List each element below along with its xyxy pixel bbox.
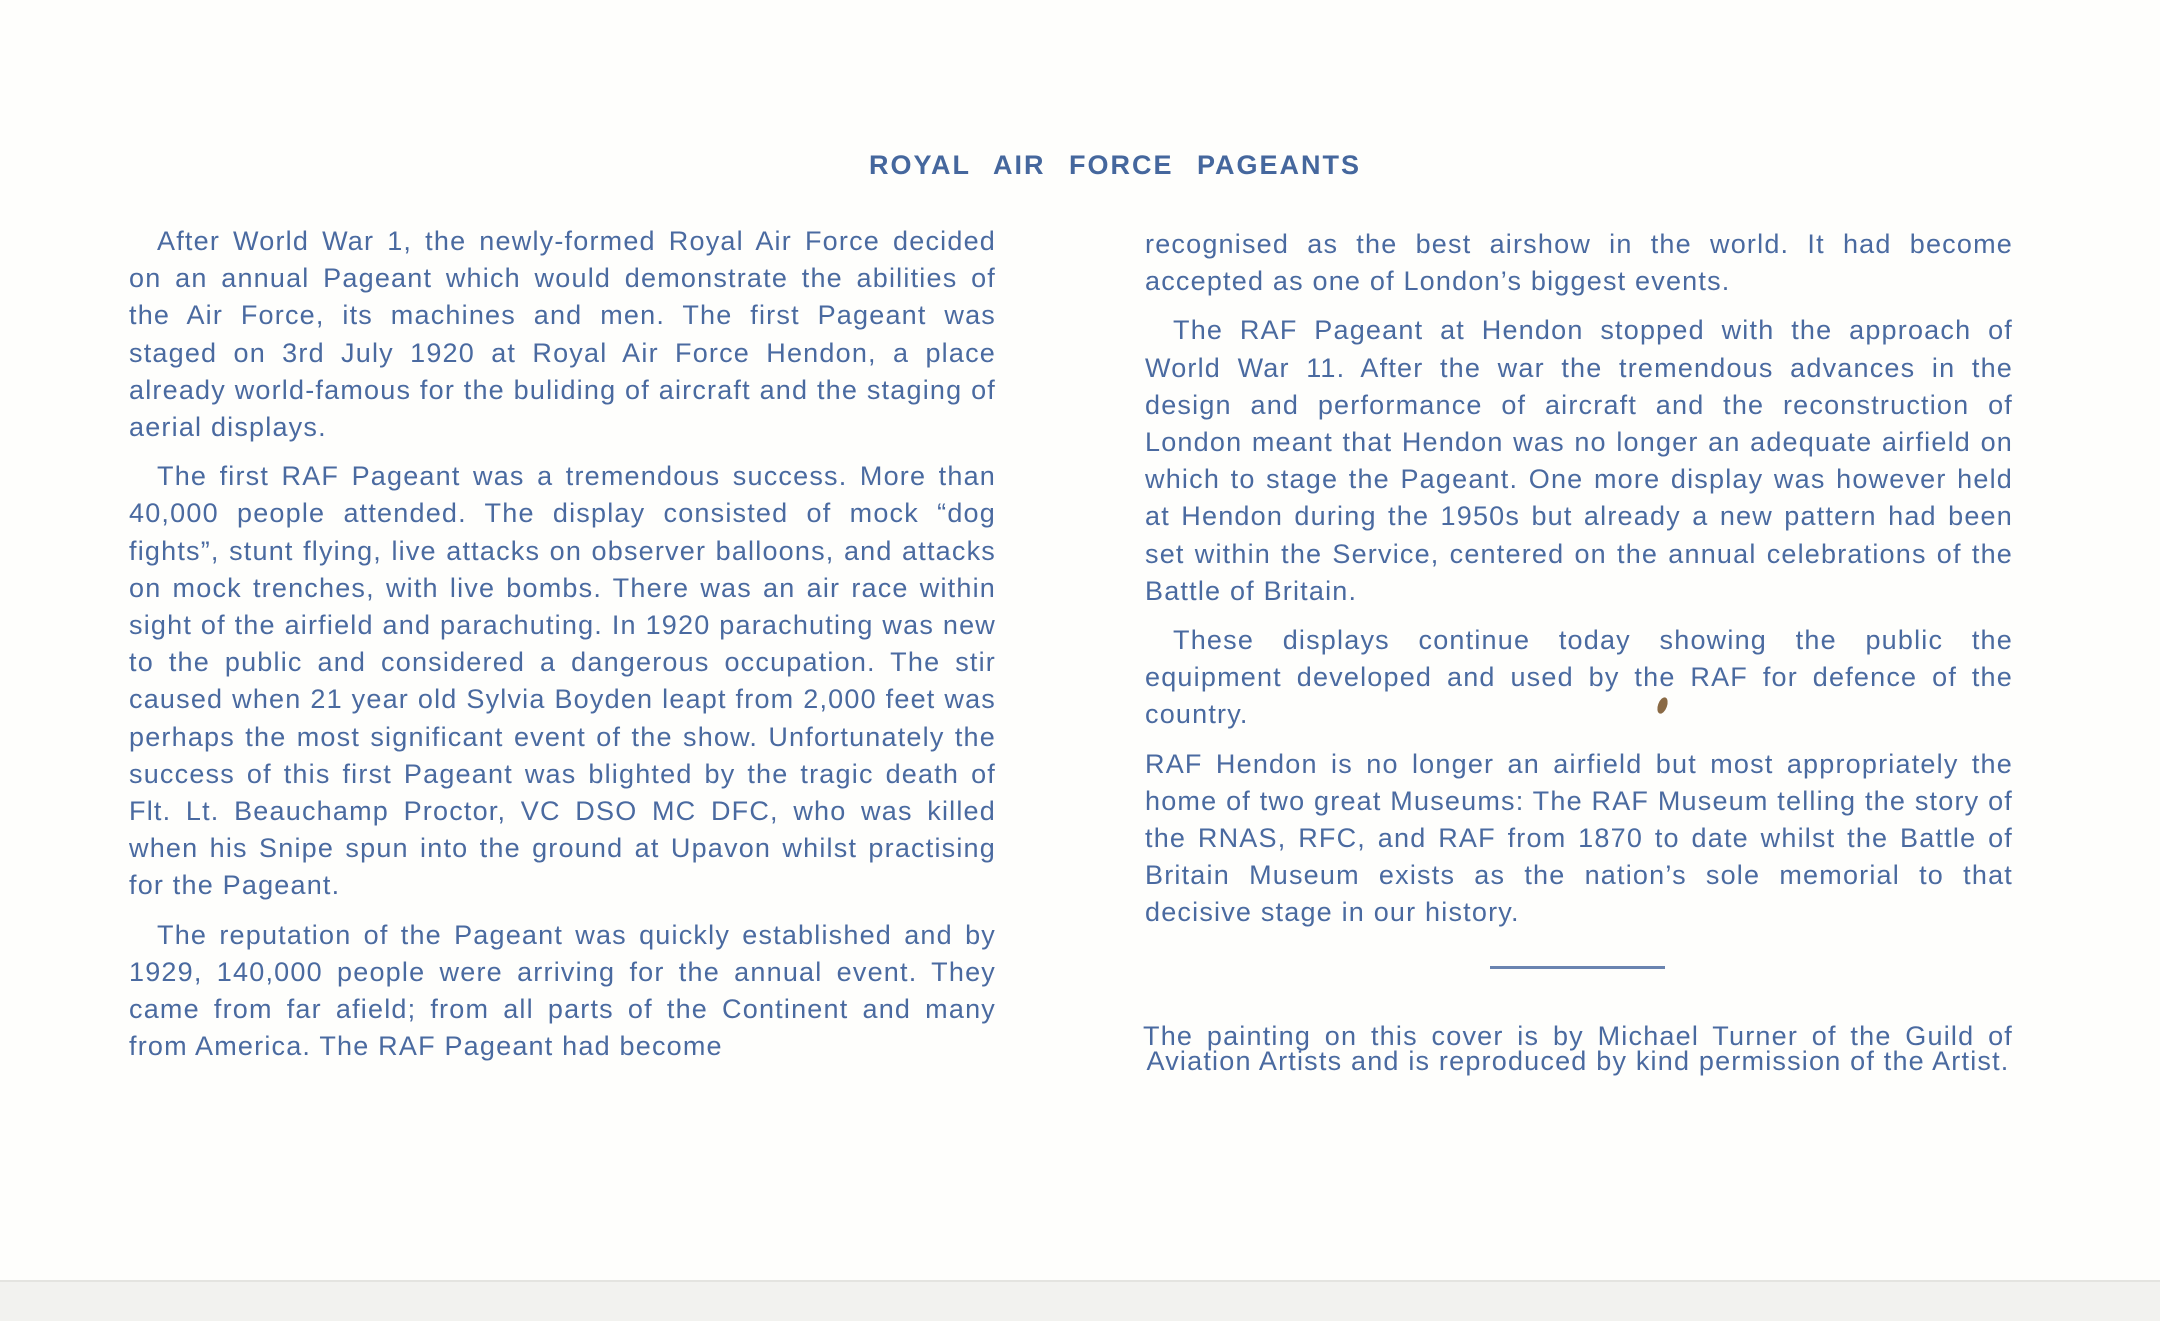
right-paragraph-1: recognised as the best airshow in the world. It had become accepted as one of London’s biggest events.: [1145, 229, 2013, 297]
left-paragraph-3: The reputation of the Pageant was quickly established and by 1929, 140,000 people were arriving for the annual event. They came from far afield; from all parts of the Continent and many from America. The RAF Pageant had become: [129, 919, 996, 1062]
left-column: [129, 223, 996, 1077]
right-paragraph-2: The RAF Pageant at Hendon stopped with the approach of World War 11. After the war the tremendous advances in the design and performance of aircraft and the reconstruction of London meant that Hendon was no longer an adequate airfield on which to stage the Pageant. One more display was however held at Hendon during the 1950s but already a new pattern had been set within the Service, centered on the annual celebrations of the Battle of Britain.: [1145, 315, 2013, 606]
document-title: ROYAL AIR FORCE PAGEANTS: [868, 150, 1362, 180]
right-paragraph-4: RAF Hendon is no longer an airfield but most appropriately the home of two great Museums: The RAF Museum telling the story of the RNAS, RFC, and RAF from 1870 to date whilst the Battle of Britain Museum exists as the nation’s sole memorial to that decisive stage in our history.: [1145, 748, 2013, 928]
left-paragraph-2: The first RAF Pageant was a tremendous success. More than 40,000 people attended. The display consisted of mock “dog fights”, stunt flying, live attacks on observer balloons, and attacks on mock trenches, with live bombs. There was an air race within sight of the airfield and parachuting. In 1920 parachuting was new to the public and considered a dangerous occupation. The stir caused when 21 year old Sylvia Boyden leapt from 2,000 feet was perhaps the most significant event of the show. Unfortunately the success of this first Pageant was blighted by the tragic death of Flt. Lt. Beauchamp Proctor, VC DSO MC DFC, who was killed when his Snipe spun into the ground at Upavon whilst practising for the Pageant.: [129, 461, 996, 901]
section-divider: [1490, 966, 1665, 969]
right-paragraph-3: These displays continue today showing the public the equipment developed and used by the RAF for defence of the country.: [1145, 625, 2013, 730]
painting-credit: The painting on this cover is by Michael Turner of the Guild of Aviation Artists and is reproduced by kind permission of the Artist.: [1143, 1021, 2013, 1076]
page-bottom-edge: [0, 1280, 2160, 1321]
left-paragraph-1: After World War 1, the newly-formed Royal Air Force decided on an annual Pageant which would demonstrate the abilities of the Air Force, its machines and men. The first Pageant was staged on 3rd July 1920 at Royal Air Force Hendon, a place already world-famous for the buliding of aircraft and the staging of aerial displays.: [129, 226, 996, 443]
right-column: [1145, 226, 2013, 944]
